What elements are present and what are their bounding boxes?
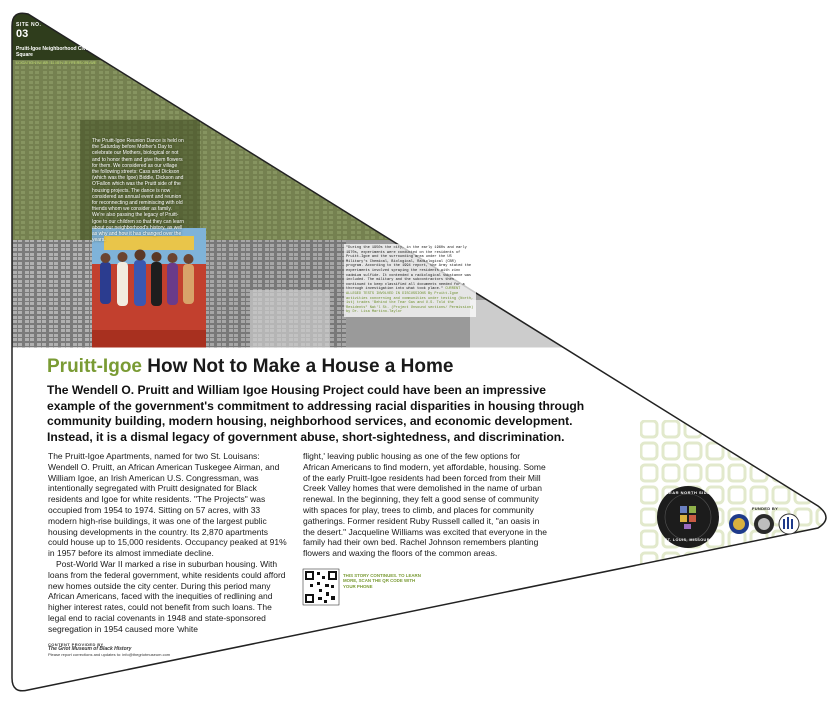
site-label: SITE NO.: [16, 22, 42, 28]
subheading: The Wendell O. Pruitt and William Igoe Housing Project could have been an impressive example of the government's commitment to addressing racial disparities in housing through community building, modern housing, neighborhood services, and economic development. Instead, it is a dismal legacy of government abuse, short-sightedness, and discrimination.: [47, 383, 585, 444]
page-title: [47, 356, 453, 378]
pull-quote: [344, 244, 476, 317]
reunion-photo: [92, 228, 206, 348]
body-column-2: [303, 451, 547, 559]
body-paragraph-1: The Pruitt-Igoe Apartments, named for two St. Louisans: Wendell O. Pruitt, an African American Tuskegee Airman, and William Igoe, an Irish American U.S. Congressman, was intentionally segregated with Pruitt designated for Black residents and Igoe for white residents. "The Projects" was occupied from 1954 to 1974. Sitting on 57 acres, with 33 modern high-rise buildings, it was one of the largest public housing developments in the country. Its 2,870 apartments could house up to 15,000 residents. Occupancy peaked at 91% in 1957 before its almost immediate decline.: [48, 451, 287, 559]
credit-org: The Griot Museum of Black History: [48, 646, 132, 652]
content-credit: [48, 642, 208, 657]
qr-caption: THIS STORY CONTINUES. TO LEARN MORE, SCAN THE QR CODE WITH YOUR PHONE: [343, 573, 421, 589]
body-paragraph-2: Post-World War II marked a rise in suburban housing. With loans from the federal government, white residents could afford new homes outside the city center. During this period many African Americans, faced with the inequities of redlining and higher interest rates, could not benefit from such loans. The legal end to racial covenants in 1948 and state-sponsored segregation in 1954 caused more 'white: [48, 558, 286, 634]
site-title: Pruitt-Igoe Neighborhood Civic Square: [16, 46, 90, 58]
body-paragraph-3: flight,' leaving public housing as one of the few options for African Americans to find modern, yet affordable, housing. Some of the early Pruitt-Igoe residents had been forced from their Mill Creek Valley homes that were demolished in the name of urban renewal. In the beginning, they felt a good sense of community with spaces for play, trees to climb, and places for community gatherings. Former resident Ruby Russell called it, "an oasis in the desert." Jacqueline Williams was excited that everyone in the family had their own bed. Rachel Johnson remembers planting flowers and waxing the floors of the common areas.: [303, 451, 547, 559]
credit-note: Please report corrections and updates to: info@thegriotmuseum.com: [48, 652, 171, 657]
quote-citation: CURRENT ALLEGED TESTS INVOLVED IN DISCUSSIONS By Pruitt-Igoe activities concerning and communities under testing (North, 1st) trades 'Behind the Tear Gas and U.S. Told the Residents" Nat'l St. (Project Unsound sections/ Permission) by Dr. Lisa Martino-Taylor: [346, 287, 474, 315]
funder-logos: [729, 514, 799, 534]
quote-text: "During the 1950s the city, in the early 1960s and early 1970s, experiments were conducted on the residents of Pruitt-Igoe and the surrounding area under the US Military's Chemical, Biological, Radiological (CBR) program. According to the 1994 report, the Army stated the experiments involved spraying the residents with zinc cadmium sulfide. It contended a radiological substance was included. The military and the subcontractors then continued to keep classified all documents needed for a thorough investigation into what took place.": [346, 246, 472, 292]
header-band: [0, 0, 837, 60]
site-number: 03: [16, 28, 29, 40]
credit-label: CONTENT PROVIDED BY: [48, 642, 104, 647]
qr-code[interactable]: [303, 569, 339, 605]
title-accent: Pruitt-Igoe: [47, 356, 142, 377]
reunion-dance-text: The Pruitt-Igoe Reunion Dance is held on the Saturday before Mother's Day to celebrate our Mothers, biological or not and to honor them and give them flowers for them. We considered as our village the following streets: Cass and Dickson (which was the Igoe) Biddle, Dickson and O'Fallon which was the Pruitt side of the housing projects. The dance is now considered an annual event and reunion for reconnecting and reminiscing with old friends whom we consider as family. We're also passing the legacy of Pruitt-Igoe to our children so that they can learn about our neighborhood's history, as well as why and how it has changed over the years.: [92, 138, 185, 244]
badge-top-text: NEAR NORTH SIDE: [665, 490, 711, 495]
site-location: LOCATION NEAR: 1100 N JEFFERSON AVE: [16, 60, 97, 65]
body-column-1: [48, 451, 288, 635]
funded-by-label: FUNDED BY: [752, 506, 779, 511]
title-rest: How Not to Make a House a Home: [142, 356, 454, 377]
badge-bottom-text: ST. LOUIS, MISSOURI: [664, 538, 712, 542]
